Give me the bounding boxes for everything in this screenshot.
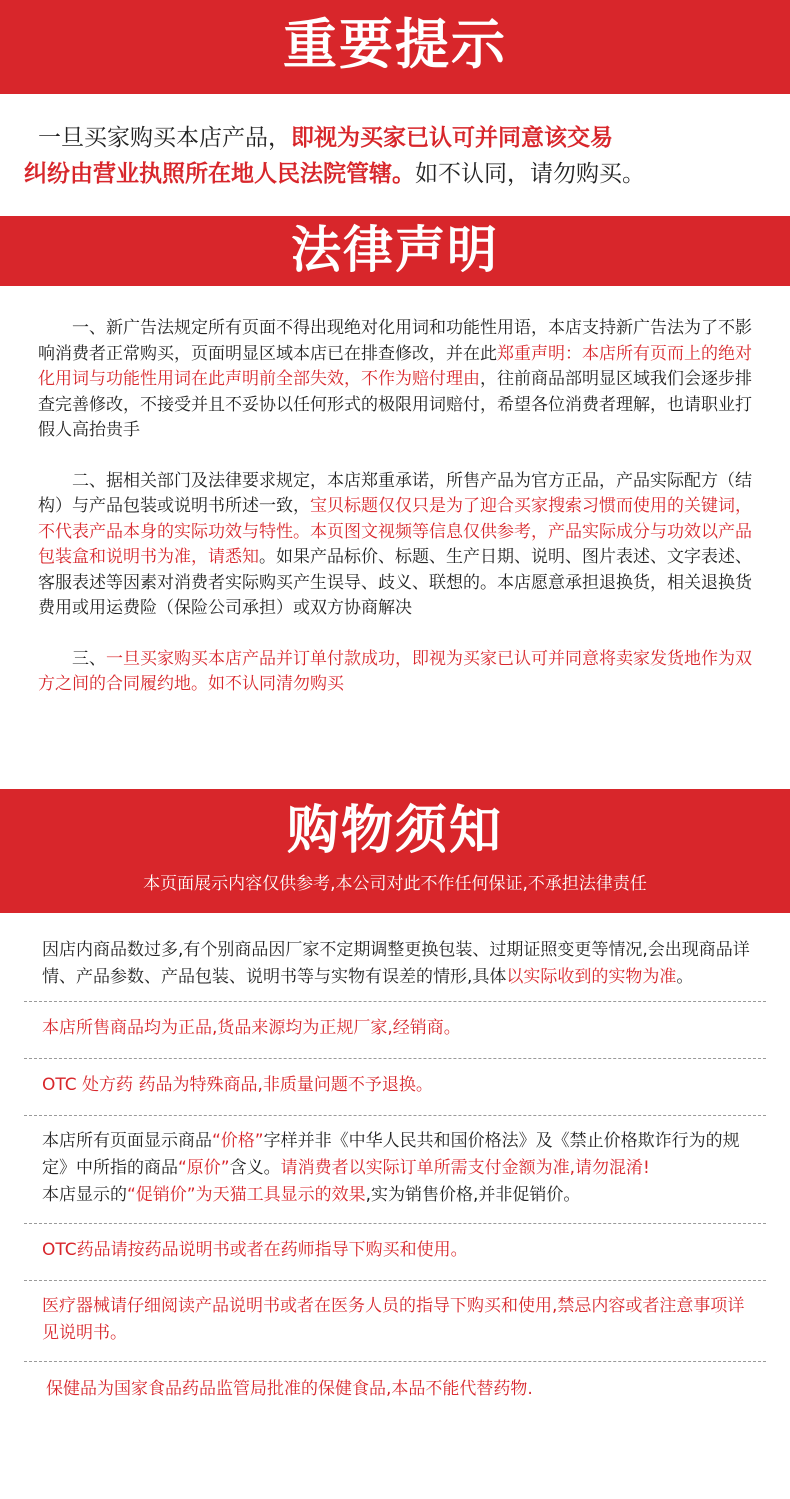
list-item: 保健品为国家食品药品监管局批准的保健食品,本品不能代替药物.: [46, 1379, 533, 1399]
shopping-notice-title: 购物须知: [286, 801, 503, 861]
legal-paragraph-3: 三、一旦买家购买本店产品并订单付款成功，即视为买家已认可并同意将卖家发货地作为双方之间的合同履约地。如不认同清勿购买: [38, 648, 752, 694]
notice-line-1: [0, 120, 790, 156]
important-notice-title: 重要提示: [283, 13, 507, 76]
legal-statement-section: [0, 286, 790, 789]
legal-statement-banner: [0, 216, 790, 286]
important-notice-banner: [0, 0, 790, 94]
list-item: 医疗器械请仔细阅读产品说明书或者在医务人员的指导下购买和使用,禁忌内容或者注意事项详见说明书。: [42, 1296, 745, 1343]
notice-line-2: [0, 156, 790, 192]
shopping-notice-list: [0, 913, 790, 1403]
notice-line-1-plain: 一旦买家购买本店产品，: [38, 125, 291, 151]
legal-statement-title: 法律声明: [291, 221, 499, 279]
legal-paragraph-1: 一、新广告法规定所有页面不得出现绝对化用词和功能性用语，本店支持新广告法为了不影响消费者正常购买，页面明显区域本店已在排查修改，并在此郑重声明：本店所有页而上的绝对化用词与功能性用词在此声明前全部失效，不作为赔付理由，往前商品部明显区域我们会逐步排查完善修改，不接受并且不妥协以任何形式的极限用词赔付，希望各位消费者理解，也请职业打假人高抬贵手: [38, 318, 752, 440]
list-item: 因店内商品数过多,有个别商品因厂家不定期调整更换包装、过期证照变更等情况,会出现商品详情、产品参数、产品包装、说明书等与实物有误差的情形,具体以实际收到的实物为准。: [42, 940, 750, 987]
list-item: 本店所售商品均为正品,货品来源均为正规厂家,经销商。: [42, 1018, 461, 1038]
notice-line-2-plain: 如不认同，请勿购买。: [415, 161, 645, 187]
list-item: OTC 处方药 药品为特殊商品,非质量问题不予退换。: [42, 1075, 433, 1095]
shopping-notice-disclaimer: 本页面展示内容仅供参考,本公司对此不作任何保证,不承担法律责任: [143, 874, 647, 894]
notice-section: [0, 94, 790, 216]
shopping-notice-banner: [0, 789, 790, 913]
list-item: 本店所有页面显示商品“价格”字样并非《中华人民共和国价格法》及《禁止价格欺诈行为的规定》中所指的商品“原价”含义。请消费者以实际订单所需支付金额为准,请勿混淆! 本店显示的“促销价”为天猫工具显示的效果,实为销售价格,并非促销价。: [42, 1131, 740, 1205]
notice-line-1-red: 即视为买家已认可并同意该交易: [291, 125, 613, 151]
notice-line-2-red: 纠纷由营业执照所在地人民法院管辖。: [24, 161, 415, 187]
list-item: OTC药品请按药品说明书或者在药师指导下购买和使用。: [42, 1240, 468, 1260]
legal-paragraph-2: 二、据相关部门及法律要求规定，本店郑重承诺，所售产品为官方正品，产品实际配方（结构）与产品包装或说明书所述一致，宝贝标题仅仅只是为了迎合买家搜索习惯而使用的关键词，不代表产品本身的实际功效与特性。本页图文视频等信息仅供参考，产品实际成分与功效以产品包装盒和说明书为准，请悉知。如果产品标价、标题、生产日期、说明、图片表述、文字表述、客服表述等因素对消费者实际购买产生误导、歧义、联想的。本店愿意承担退换货，相关退换货费用或用运费险（保险公司承担）或双方协商解决: [38, 470, 752, 618]
